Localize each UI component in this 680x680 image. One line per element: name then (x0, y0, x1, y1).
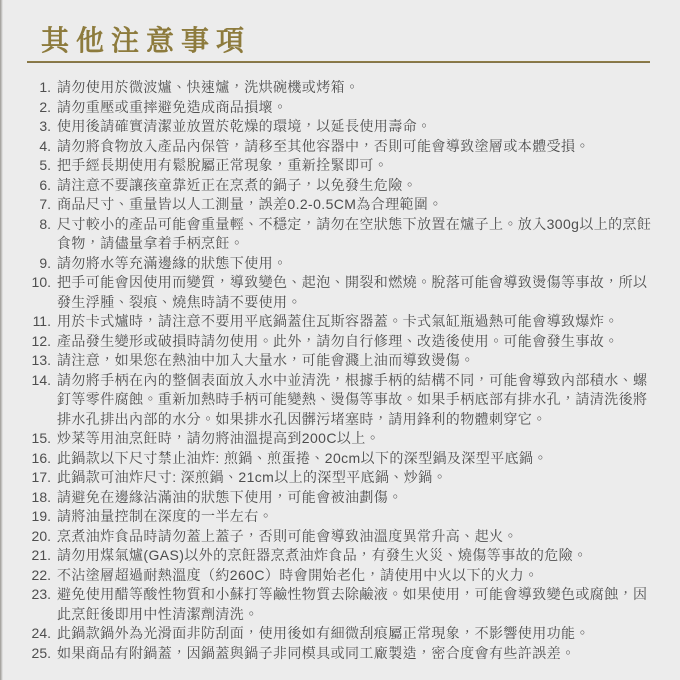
note-number: 2. (39, 98, 51, 115)
note-number: 15. (31, 430, 51, 446)
note-text: 請勿將水等充滿邊緣的狀態下使用。 (57, 254, 288, 271)
note-text: 請避免在邊緣沾滿油的狀態下使用，可能會被油劃傷。 (57, 488, 403, 505)
note-text: 此鍋款鍋外為光滑面非防刮面，使用後如有細微刮痕屬正常現象，不影響使用功能。 (57, 625, 590, 641)
note-text: 此鍋款可油炸尺寸: 深煎鍋、21cm以上的深型平底鍋、炒鍋。 (57, 469, 448, 485)
note-item (28, 137, 655, 157)
note-text: 尺寸較小的產品可能會重量輕、不穩定，請勿在空狀態下放置在爐子上。放入300g以上的烹飪食物，請儘量拿着手柄烹飪。 (57, 215, 652, 251)
note-text: 把手經長期使用有鬆脫屬正常現象，重新拴緊即可。 (57, 157, 389, 173)
note-item (28, 468, 655, 488)
note-item (28, 527, 655, 547)
note-number: 10. (31, 274, 51, 290)
note-item (28, 215, 655, 254)
note-number: 8. (39, 215, 51, 232)
note-text: 把手可能會因使用而變質，導致變色、起泡、開裂和燃燒。脫落可能會導致燙傷等事故，所以發生浮腫、裂痕、燒焦時請不要使用。 (57, 274, 648, 310)
note-item (28, 507, 655, 527)
note-item (28, 195, 655, 215)
note-number: 19. (31, 508, 51, 524)
title-underline (27, 61, 650, 63)
note-text: 商品尺寸、重量皆以人工測量，誤差0.2-0.5CM為合理範圍。 (57, 196, 443, 212)
note-text: 避免使用醋等酸性物質和小蘇打等鹼性物質去除鹼液。如果使用，可能會導致變色或腐蝕，因此烹飪後即用中性清潔劑清洗。 (57, 586, 648, 622)
note-number: 18. (31, 488, 51, 505)
notes-list (0, 78, 680, 663)
note-number: 16. (31, 449, 51, 466)
note-item (28, 254, 655, 274)
note-item (28, 371, 655, 430)
note-item (28, 429, 655, 449)
note-number: 20. (31, 527, 51, 544)
note-item (28, 488, 655, 508)
note-text: 使用後請確實清潔並放置於乾燥的環境，以延長使用壽命。 (57, 118, 432, 134)
note-item (28, 273, 655, 312)
note-number: 11. (32, 313, 51, 329)
note-item (28, 332, 655, 352)
note-item (28, 546, 655, 566)
note-text: 請注意不要讓孩童靠近正在烹煮的鍋子，以免發生危險。 (57, 176, 417, 193)
note-number: 5. (39, 157, 51, 173)
note-number: 13. (31, 352, 51, 368)
note-number: 1. (39, 79, 51, 95)
note-item (28, 78, 655, 98)
note-item (28, 351, 655, 371)
note-number: 3. (39, 118, 51, 134)
note-item (28, 312, 655, 332)
note-text: 產品發生變形或破損時請勿使用。此外，請勿自行修理、改造後使用。可能會發生事故。 (57, 332, 619, 349)
note-item (28, 176, 655, 196)
note-text: 烹煮油炸食品時請勿蓋上蓋子，否則可能會導致油溫度異常升高、起火。 (57, 527, 518, 544)
note-text: 此鍋款以下尺寸禁止油炸: 煎鍋、煎蛋捲、20cm以下的深型鍋及深型平底鍋。 (57, 449, 548, 466)
note-number: 9. (39, 254, 51, 271)
note-text: 請勿將食物放入產品內保管，請移至其他容器中，否則可能會導致塗層或本體受損。 (57, 137, 590, 154)
note-text: 請勿將手柄在內的整個表面放入水中並清洗，根據手柄的結構不同，可能會導致內部積水、螺釘等零件腐蝕。重新加熱時手柄可能變熱、燙傷等事故。如果手柄底部有排水孔，請清洗後將排水孔排出內部的水分。如果排水孔因髒污堵塞時，請用鋒利的物體刺穿它。 (57, 371, 648, 427)
note-number: 12. (31, 332, 51, 349)
note-number: 6. (39, 176, 51, 193)
section-title: 其他注意事項 (41, 25, 252, 56)
note-number: 24. (31, 625, 51, 641)
note-text: 請勿重壓或重摔避免造成商品損壞。 (57, 98, 288, 115)
note-number: 21. (31, 547, 51, 563)
note-number: 25. (31, 644, 51, 661)
note-item (28, 585, 655, 624)
note-item (28, 117, 655, 137)
note-number: 17. (31, 469, 51, 485)
note-text: 不沾塗層超過耐熱溫度（約260C）時會開始老化，請使用中火以下的火力。 (57, 566, 539, 583)
note-text: 如果商品有附鍋蓋，因鍋蓋與鍋子非同模具或同工廠製造，密合度會有些許誤差。 (57, 644, 576, 661)
note-item (28, 644, 655, 664)
note-text: 炒菜等用油烹飪時，請勿將油溫提高到200C以上。 (57, 430, 381, 446)
note-item (28, 566, 655, 586)
note-text: 請將油量控制在深度的一半左右。 (57, 508, 273, 524)
note-text: 請注意，如果您在熱油中加入大量水，可能會濺上油而導致燙傷。 (57, 352, 475, 368)
note-number: 7. (39, 196, 51, 212)
note-number: 4. (39, 137, 51, 154)
note-item (28, 98, 655, 118)
note-text: 請勿使用於微波爐、快速爐，洗烘碗機或烤箱。 (57, 79, 360, 95)
note-number: 14. (31, 371, 51, 388)
note-text: 用於卡式爐時，請注意不要用平底鍋蓋住瓦斯容器蓋。卡式氣缸瓶過熱可能會導致爆炸。 (57, 313, 619, 329)
note-item (28, 624, 655, 644)
note-number: 23. (31, 586, 51, 602)
note-text: 請勿用煤氣爐(GAS)以外的烹飪器烹煮油炸食品，有發生火災、燒傷等事故的危險。 (57, 547, 588, 563)
note-item (28, 449, 655, 469)
note-item (28, 156, 655, 176)
note-number: 22. (31, 566, 51, 583)
